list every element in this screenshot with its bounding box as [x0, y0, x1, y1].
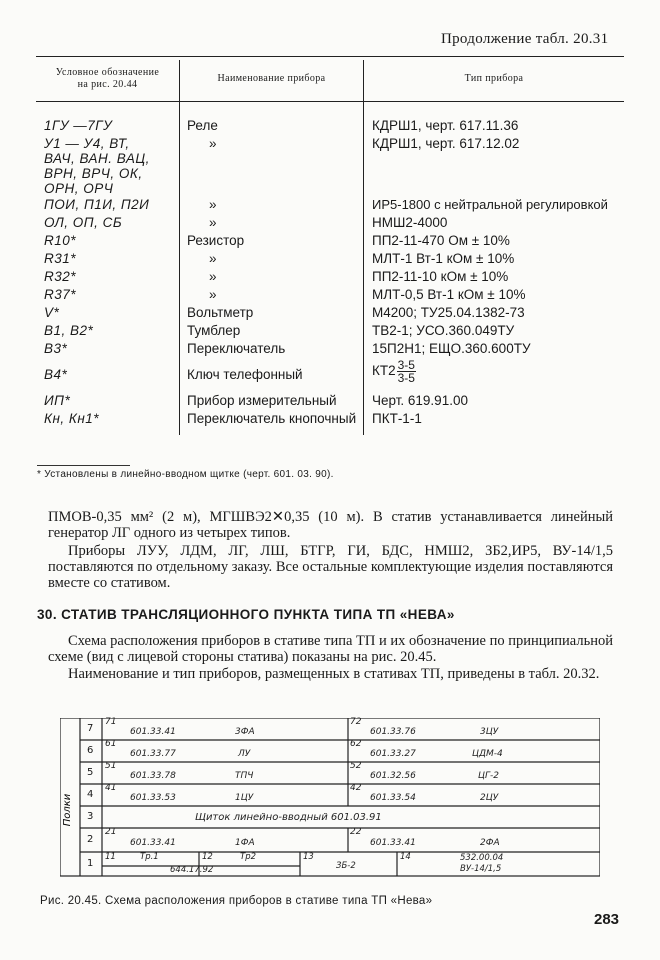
section-title: 30. СТАТИВ ТРАНСЛЯЦИОННОГО ПУНКТА ТИПА ТП «НЕВА» [37, 607, 455, 622]
device-name: Тр.1 [140, 852, 159, 862]
device-code: 601.33.77 [130, 749, 176, 759]
device-name: ТПЧ [235, 771, 254, 781]
shelf-number: 2 [87, 834, 94, 845]
device-code: 601.33.54 [370, 793, 416, 803]
figure-caption: Рис. 20.45. Схема расположения приборов в стативе типа ТП «Нева» [40, 895, 433, 907]
device-code: 532.00.04 [460, 853, 504, 863]
device-name: ЛУ [238, 749, 251, 759]
paragraph-4: Наименование и тип приборов, размещенных в стативах ТП, приведены в табл. 20.32. [68, 666, 600, 682]
shelf-number: 6 [87, 745, 94, 756]
rack-labels [60, 718, 600, 878]
device-name: 2ФА [480, 838, 500, 848]
device-name: ЦГ-2 [478, 771, 499, 781]
position-number: 52 [350, 761, 362, 771]
table-header-name: Наименование прибора [217, 73, 326, 84]
parts-table: Условное обозначение на рис. 20.44 Наименование прибора Тип прибора 1ГУ —7ГУ Реле КДРШ1, черт. 617.11.36 У1 — У4, ВТ, » КДРШ1, черт. 617.12.02 ВАЧ, ВАН. ВАЦ, ВРН, ВРЧ, ОК, ОРН, ОРЧ ПОИ, П1И, П2И » ИР5-1800 с нейтральной регулировкой ОЛ, ОП, СБ » НМШ2-4000 R10* Резистор ПП2-11-470 Ом ± 10% R31* » МЛТ-1 Вт-1 кОм ± 10% R32* » ПП2-11-10 кОм ± 10% R37* » МЛТ-0,5 Вт-1 кОм ± 10% V* Вольтметр М4200; ТУ25.04.1382-73 В1, В2* Тумблер ТВ2-1; УСО.360.049ТУ В3* Переключатель 15П2Н1; ЕЩО.360.600ТУ В4* Ключ телефонный КТ2 $\frac{3-5}{3-5}$ ИП* Прибор измерительный Черт. 619.91.00 Кн, Кн1* Переключатель кнопочный ПКТ-1-1 [36, 56, 624, 436]
rack-side-label: Полки [62, 793, 73, 827]
table-col-divider-1 [179, 60, 180, 435]
position-number: 22 [350, 827, 362, 837]
paragraph-1: ПМОВ-0,35 мм² (2 м), МГШВЭ2✕0,35 (10 м). В статив устанавливается линейный генератор ЛГ одного из четырех типов. [48, 509, 613, 541]
page-number: 283 [594, 911, 620, 928]
fraction: $\frac{3-5}{3-5}$ [397, 358, 415, 385]
table-header-code: Условное обозначение на рис. 20.44 [55, 67, 160, 90]
position-number: 71 [105, 717, 117, 727]
position-number: 12 [202, 852, 213, 862]
paragraph-2: Приборы ЛУУ, ЛДМ, ЛГ, ЛШ, БТГР, ГИ, БДС, НМШ2, ЗБ2,ИР5, ВУ-14/1,5 поставляются по отдельному заказу. Все остальные комплектующие изделия поставляются вместе со стативом. [48, 543, 613, 591]
device-name: 1ЦУ [235, 793, 254, 803]
position-number: 42 [350, 783, 362, 793]
table-top-rule [36, 56, 624, 57]
device-name: 1ФА [235, 838, 255, 848]
position-number: 13 [303, 852, 314, 862]
table-header-rule [36, 101, 624, 102]
shelf-number: 4 [87, 789, 94, 800]
device-code: 601.33.53 [130, 793, 176, 803]
device-code: 601.33.41 [370, 838, 416, 848]
paragraph-3: Схема расположения приборов в стативе типа ТП и их обозначение по принципиальной схеме (вид с лицевой стороны статива) показаны на рис. 20.45. [48, 633, 613, 665]
footnote: * Установлены в линейно-вводном щитке (черт. 601. 03. 90). [37, 469, 334, 480]
position-number: 21 [105, 827, 117, 837]
device-code: 644.17.92 [170, 865, 214, 875]
device-code: 601.33.41 [130, 727, 176, 737]
shelf-number: 7 [87, 723, 94, 734]
device-code: 601.32.56 [370, 771, 416, 781]
position-number: 51 [105, 761, 117, 771]
device-name: ЦДМ-4 [472, 749, 503, 759]
device-name: Тр2 [240, 852, 256, 862]
position-number: 41 [105, 783, 117, 793]
device-name: ЗБ-2 [336, 861, 356, 871]
position-number: 14 [400, 852, 411, 862]
device-name: 3ЦУ [480, 727, 499, 737]
position-number: 11 [105, 852, 116, 862]
position-number: 61 [105, 739, 117, 749]
device-code: 601.33.41 [130, 838, 176, 848]
shelf-number: 5 [87, 767, 94, 778]
device-code: 601.33.78 [130, 771, 176, 781]
device-name: ВУ-14/1,5 [460, 864, 502, 874]
device-name: 3ФА [235, 727, 255, 737]
table-col-divider-2 [363, 60, 364, 435]
table-header-type: Тип прибора [464, 73, 524, 84]
shelf-full-label: Щиток линейно-вводный 601.03.91 [195, 812, 382, 823]
device-code: 601.33.27 [370, 749, 416, 759]
shelf-number: 3 [87, 811, 94, 822]
position-number: 62 [350, 739, 362, 749]
shelf-number: 1 [87, 858, 94, 869]
device-code: 601.33.76 [370, 727, 416, 737]
device-name: 2ЦУ [480, 793, 499, 803]
position-number: 72 [350, 717, 362, 727]
footnote-rule [37, 465, 130, 466]
continuation-caption: Продолжение табл. 20.31 [441, 31, 609, 47]
